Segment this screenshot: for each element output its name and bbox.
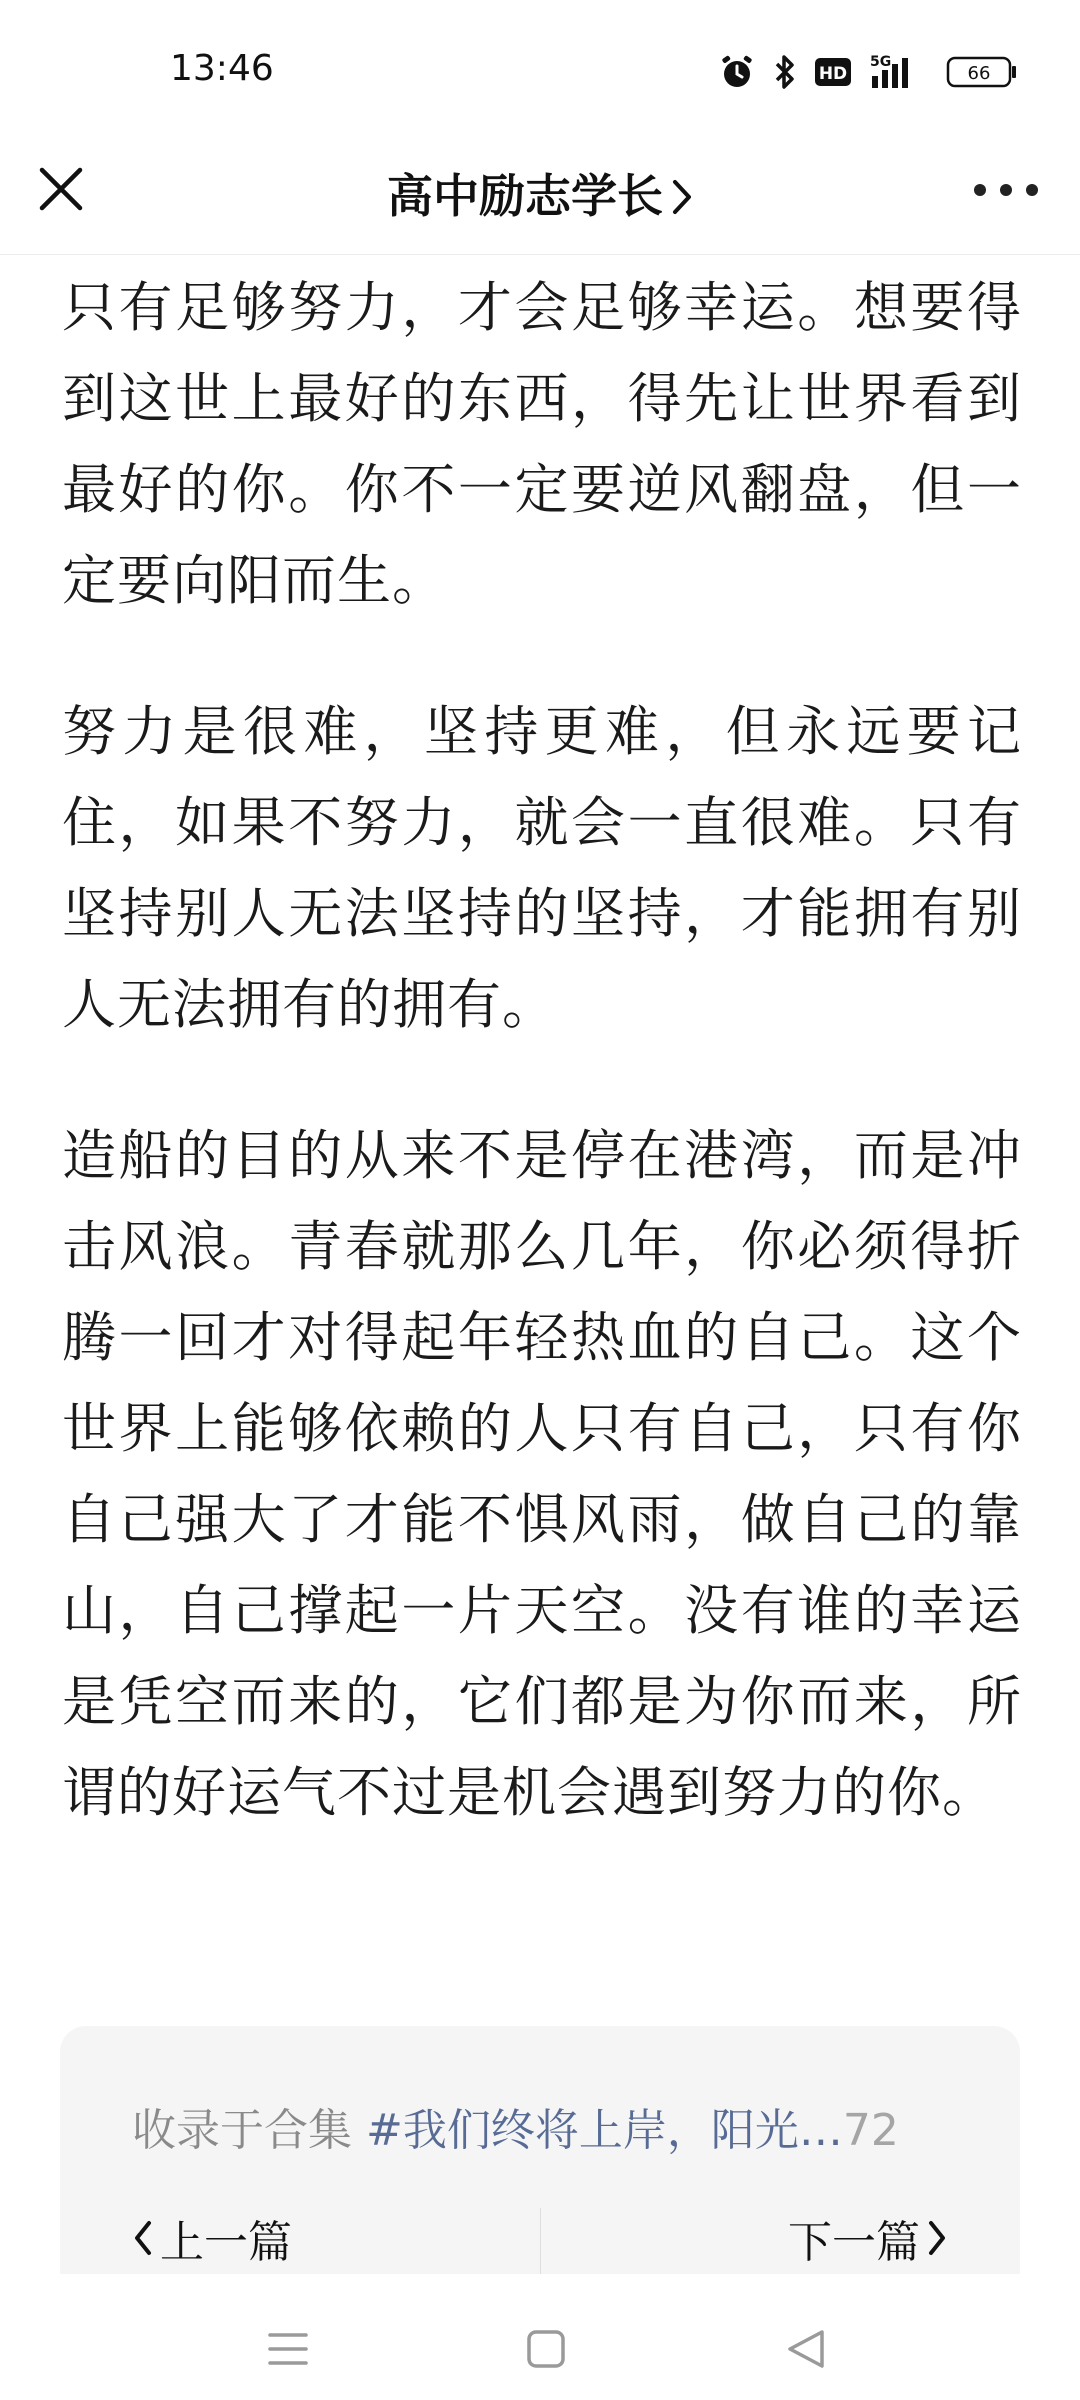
signal-5g-icon <box>868 52 930 92</box>
collection-link[interactable] <box>132 2094 942 2158</box>
home-button[interactable] <box>516 2324 576 2374</box>
account-title[interactable] <box>0 160 1080 227</box>
more-button[interactable] <box>974 170 1038 210</box>
collection-prefix: 收录于合集 <box>132 2105 352 2156</box>
next-article-label: 下一篇 <box>788 2217 920 2268</box>
battery-icon <box>946 55 1018 89</box>
article-body <box>62 262 1022 1898</box>
account-name: 高中励志学长 <box>387 169 663 223</box>
back-button[interactable] <box>776 2324 836 2374</box>
hd-icon <box>814 56 852 88</box>
alarm-icon <box>718 53 756 91</box>
article-paragraph: 造船的目的从来不是停在港湾，而是冲击风浪。青春就那么几年，你必须得折腾一回才对得起年轻热血的自己。这个世界上能够依赖的人只有自己，只有你自己强大了才能不惧风雨，做自己的靠山，自己撑起一片天空。没有谁的幸运是凭空而来的，它们都是为你而来，所谓的好运气不过是机会遇到努力的你。 <box>62 1124 1022 1824</box>
menu-icon <box>266 2329 310 2369</box>
back-icon <box>784 2327 828 2371</box>
nav-bar <box>0 140 1080 255</box>
divider <box>540 2208 541 2274</box>
prev-article-label: 上一篇 <box>160 2217 292 2268</box>
svg-text:66: 66 <box>967 63 991 84</box>
bluetooth-icon <box>772 53 798 91</box>
chevron-right-icon <box>671 173 693 227</box>
system-nav-bar <box>0 2274 1080 2400</box>
svg-text:5G: 5G <box>870 54 892 70</box>
more-dot <box>1026 184 1038 196</box>
chevron-right-icon <box>926 2218 948 2258</box>
home-icon <box>525 2328 567 2370</box>
collection-card <box>60 2026 1020 2274</box>
status-time: 13:46 <box>170 48 274 89</box>
next-article-button[interactable] <box>788 2206 948 2270</box>
collection-count: 72 <box>842 2105 899 2156</box>
status-bar <box>0 0 1080 140</box>
more-dot <box>974 184 986 196</box>
status-icons <box>718 50 1018 94</box>
menu-button[interactable] <box>258 2324 318 2374</box>
more-dot <box>1000 184 1012 196</box>
collection-tag[interactable]: #我们终将上岸，阳光… <box>366 2105 843 2156</box>
svg-text:HD: HD <box>818 64 848 84</box>
chevron-left-icon <box>132 2218 154 2258</box>
article-paragraph: 努力是很难，坚持更难，但永远要记住，如果不努力，就会一直很难。只有坚持别人无法坚持的坚持，才能拥有别人无法拥有的拥有。 <box>62 700 1022 1036</box>
prev-article-button[interactable] <box>132 2206 292 2270</box>
article-paragraph: 只有足够努力，才会足够幸运。想要得到这世上最好的东西，得先让世界看到最好的你。你不一定要逆风翻盘，但一定要向阳而生。 <box>62 276 1022 612</box>
